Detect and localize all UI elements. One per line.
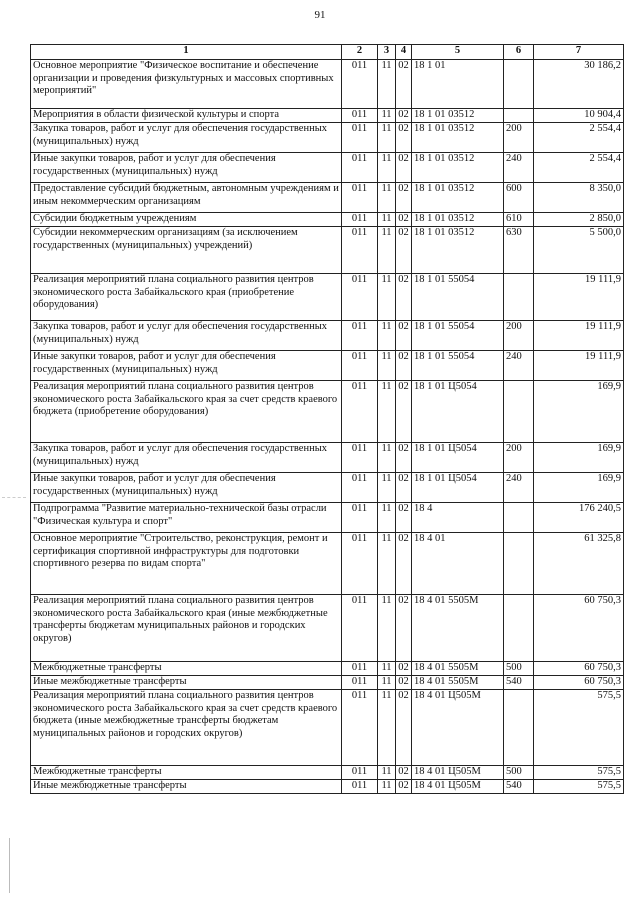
row-code-ministry: 011 xyxy=(342,473,378,503)
table-row xyxy=(31,690,624,766)
row-amount: 169,9 xyxy=(534,473,624,503)
row-code-ministry: 011 xyxy=(342,274,378,321)
row-code-subsection: 02 xyxy=(396,473,412,503)
row-description: Реализация мероприятий плана социального развития центров экономического роста Забайкальского края за счет средств краевого бюджета (приобретение оборудования) xyxy=(31,381,342,443)
table-row xyxy=(31,595,624,662)
column-header: 4 xyxy=(396,45,412,60)
row-code-subsection: 02 xyxy=(396,780,412,794)
row-code-ministry: 011 xyxy=(342,321,378,351)
table-row xyxy=(31,109,624,123)
row-expense-type: 200 xyxy=(504,321,534,351)
row-expense-type xyxy=(504,381,534,443)
row-code-section: 11 xyxy=(378,109,396,123)
row-amount: 61 325,8 xyxy=(534,533,624,595)
row-code-ministry: 011 xyxy=(342,60,378,109)
row-code-subsection: 02 xyxy=(396,676,412,690)
row-expense-type xyxy=(504,595,534,662)
row-target-article: 18 4 01 Ц505М xyxy=(412,780,504,794)
table-row xyxy=(31,183,624,213)
table-row xyxy=(31,676,624,690)
row-amount: 60 750,3 xyxy=(534,595,624,662)
row-code-section: 11 xyxy=(378,60,396,109)
row-code-section: 11 xyxy=(378,662,396,676)
row-code-subsection: 02 xyxy=(396,274,412,321)
row-code-ministry: 011 xyxy=(342,153,378,183)
row-code-ministry: 011 xyxy=(342,109,378,123)
row-code-ministry: 011 xyxy=(342,227,378,274)
row-amount: 60 750,3 xyxy=(534,662,624,676)
row-code-ministry: 011 xyxy=(342,123,378,153)
column-header: 6 xyxy=(504,45,534,60)
row-code-ministry: 011 xyxy=(342,533,378,595)
column-header: 3 xyxy=(378,45,396,60)
row-code-subsection: 02 xyxy=(396,443,412,473)
row-amount: 8 350,0 xyxy=(534,183,624,213)
row-description: Межбюджетные трансферты xyxy=(31,662,342,676)
row-expense-type: 600 xyxy=(504,183,534,213)
row-code-subsection: 02 xyxy=(396,595,412,662)
row-expense-type xyxy=(504,503,534,533)
row-target-article: 18 1 01 55054 xyxy=(412,274,504,321)
row-amount: 169,9 xyxy=(534,443,624,473)
row-code-subsection: 02 xyxy=(396,60,412,109)
row-expense-type: 540 xyxy=(504,780,534,794)
row-description: Субсидии бюджетным учреждениям xyxy=(31,213,342,227)
table-row xyxy=(31,123,624,153)
row-target-article: 18 4 01 xyxy=(412,533,504,595)
column-header: 7 xyxy=(534,45,624,60)
row-amount: 10 904,4 xyxy=(534,109,624,123)
row-amount: 60 750,3 xyxy=(534,676,624,690)
row-code-section: 11 xyxy=(378,274,396,321)
row-expense-type: 500 xyxy=(504,766,534,780)
row-code-subsection: 02 xyxy=(396,321,412,351)
margin-line xyxy=(9,838,10,893)
row-target-article: 18 1 01 55054 xyxy=(412,321,504,351)
row-expense-type: 200 xyxy=(504,443,534,473)
row-code-ministry: 011 xyxy=(342,662,378,676)
column-header: 5 xyxy=(412,45,504,60)
row-code-subsection: 02 xyxy=(396,662,412,676)
row-description: Иные закупки товаров, работ и услуг для обеспечения государственных (муниципальных) нужд xyxy=(31,473,342,503)
row-target-article: 18 1 01 03512 xyxy=(412,183,504,213)
row-code-ministry: 011 xyxy=(342,213,378,227)
row-code-ministry: 011 xyxy=(342,381,378,443)
row-code-section: 11 xyxy=(378,443,396,473)
row-expense-type: 500 xyxy=(504,662,534,676)
row-code-subsection: 02 xyxy=(396,503,412,533)
row-code-subsection: 02 xyxy=(396,381,412,443)
row-expense-type xyxy=(504,533,534,595)
row-description: Субсидии некоммерческим организациям (за исключением государственных (муниципальных) учреждений) xyxy=(31,227,342,274)
row-amount: 176 240,5 xyxy=(534,503,624,533)
row-target-article: 18 4 01 Ц505М xyxy=(412,690,504,766)
row-description: Иные закупки товаров, работ и услуг для обеспечения государственных (муниципальных) нужд xyxy=(31,153,342,183)
row-amount: 575,5 xyxy=(534,690,624,766)
row-code-ministry: 011 xyxy=(342,595,378,662)
row-target-article: 18 4 01 5505М xyxy=(412,595,504,662)
row-code-section: 11 xyxy=(378,351,396,381)
row-expense-type: 630 xyxy=(504,227,534,274)
row-target-article: 18 4 01 5505М xyxy=(412,662,504,676)
row-description: Закупка товаров, работ и услуг для обеспечения государственных (муниципальных) нужд xyxy=(31,321,342,351)
row-target-article: 18 4 01 Ц505М xyxy=(412,766,504,780)
table-row xyxy=(31,227,624,274)
row-expense-type: 200 xyxy=(504,123,534,153)
table-row xyxy=(31,766,624,780)
row-code-section: 11 xyxy=(378,690,396,766)
row-code-subsection: 02 xyxy=(396,183,412,213)
row-expense-type xyxy=(504,109,534,123)
table-row xyxy=(31,381,624,443)
row-expense-type: 610 xyxy=(504,213,534,227)
row-code-subsection: 02 xyxy=(396,766,412,780)
row-amount: 30 186,2 xyxy=(534,60,624,109)
row-description: Межбюджетные трансферты xyxy=(31,766,342,780)
row-description: Реализация мероприятий плана социального развития центров экономического роста Забайкальского края за счет средств краевого бюджета (иные межбюджетные трансферты бюджетам муниципальных районов и городских округов) xyxy=(31,690,342,766)
row-code-subsection: 02 xyxy=(396,351,412,381)
table-row xyxy=(31,321,624,351)
table-row xyxy=(31,473,624,503)
table-row xyxy=(31,443,624,473)
row-description: Подпрограмма "Развитие материально-технической базы отрасли "Физическая культура и спорт" xyxy=(31,503,342,533)
table-row xyxy=(31,60,624,109)
row-code-subsection: 02 xyxy=(396,533,412,595)
row-expense-type: 240 xyxy=(504,351,534,381)
row-target-article: 18 4 xyxy=(412,503,504,533)
row-amount: 575,5 xyxy=(534,766,624,780)
row-code-section: 11 xyxy=(378,595,396,662)
row-description: Иные закупки товаров, работ и услуг для обеспечения государственных (муниципальных) нужд xyxy=(31,351,342,381)
row-code-section: 11 xyxy=(378,321,396,351)
row-amount: 19 111,9 xyxy=(534,274,624,321)
row-target-article: 18 1 01 03512 xyxy=(412,213,504,227)
table-row xyxy=(31,351,624,381)
budget-table xyxy=(30,44,624,794)
row-amount: 169,9 xyxy=(534,381,624,443)
row-amount: 5 500,0 xyxy=(534,227,624,274)
row-code-subsection: 02 xyxy=(396,123,412,153)
row-expense-type xyxy=(504,690,534,766)
row-code-ministry: 011 xyxy=(342,690,378,766)
row-code-ministry: 011 xyxy=(342,503,378,533)
row-expense-type: 540 xyxy=(504,676,534,690)
row-code-section: 11 xyxy=(378,183,396,213)
row-target-article: 18 1 01 55054 xyxy=(412,351,504,381)
row-amount: 2 850,0 xyxy=(534,213,624,227)
margin-dash xyxy=(2,497,26,499)
row-amount: 575,5 xyxy=(534,780,624,794)
row-target-article: 18 1 01 Ц5054 xyxy=(412,473,504,503)
row-amount: 2 554,4 xyxy=(534,153,624,183)
row-description: Закупка товаров, работ и услуг для обеспечения государственных (муниципальных) нужд xyxy=(31,123,342,153)
table-row xyxy=(31,503,624,533)
row-code-section: 11 xyxy=(378,381,396,443)
row-target-article: 18 1 01 xyxy=(412,60,504,109)
row-code-ministry: 011 xyxy=(342,351,378,381)
row-code-ministry: 011 xyxy=(342,676,378,690)
row-code-ministry: 011 xyxy=(342,780,378,794)
row-expense-type: 240 xyxy=(504,473,534,503)
table-row xyxy=(31,153,624,183)
row-code-section: 11 xyxy=(378,227,396,274)
column-header: 1 xyxy=(31,45,342,60)
table-row xyxy=(31,533,624,595)
row-description: Мероприятия в области физической культуры и спорта xyxy=(31,109,342,123)
row-code-subsection: 02 xyxy=(396,109,412,123)
row-expense-type xyxy=(504,274,534,321)
row-code-section: 11 xyxy=(378,676,396,690)
table-row xyxy=(31,213,624,227)
row-code-section: 11 xyxy=(378,766,396,780)
row-code-section: 11 xyxy=(378,153,396,183)
row-target-article: 18 4 01 5505М xyxy=(412,676,504,690)
row-code-section: 11 xyxy=(378,213,396,227)
row-code-subsection: 02 xyxy=(396,213,412,227)
row-code-section: 11 xyxy=(378,780,396,794)
row-description: Основное мероприятие "Строительство, реконструкция, ремонт и сертификация спортивной инфраструктуры для подготовки спортивного резерва по видам спорта" xyxy=(31,533,342,595)
row-description: Реализация мероприятий плана социального развития центров экономического роста Забайкальского края (приобретение оборудования) xyxy=(31,274,342,321)
row-code-section: 11 xyxy=(378,123,396,153)
row-code-ministry: 011 xyxy=(342,183,378,213)
row-target-article: 18 1 01 03512 xyxy=(412,153,504,183)
row-code-ministry: 011 xyxy=(342,766,378,780)
row-description: Иные межбюджетные трансферты xyxy=(31,780,342,794)
table-header-row xyxy=(31,45,624,60)
page-number: 91 xyxy=(314,9,326,21)
row-expense-type: 240 xyxy=(504,153,534,183)
row-target-article: 18 1 01 Ц5054 xyxy=(412,381,504,443)
row-target-article: 18 1 01 03512 xyxy=(412,123,504,153)
row-description: Основное мероприятие "Физическое воспитание и обеспечение организации и проведения физкультурных и массовых спортивных мероприятий" xyxy=(31,60,342,109)
row-description: Реализация мероприятий плана социального развития центров экономического роста Забайкальского края (иные межбюджетные трансферты бюджетам муниципальных районов и городских округов) xyxy=(31,595,342,662)
row-description: Предоставление субсидий бюджетным, автономным учреждениям и иным некоммерческим организациям xyxy=(31,183,342,213)
row-code-subsection: 02 xyxy=(396,153,412,183)
row-code-ministry: 011 xyxy=(342,443,378,473)
table-row xyxy=(31,274,624,321)
row-code-section: 11 xyxy=(378,473,396,503)
row-expense-type xyxy=(504,60,534,109)
row-amount: 19 111,9 xyxy=(534,351,624,381)
row-amount: 19 111,9 xyxy=(534,321,624,351)
column-header: 2 xyxy=(342,45,378,60)
row-code-section: 11 xyxy=(378,533,396,595)
row-target-article: 18 1 01 Ц5054 xyxy=(412,443,504,473)
row-code-subsection: 02 xyxy=(396,690,412,766)
row-code-subsection: 02 xyxy=(396,227,412,274)
row-amount: 2 554,4 xyxy=(534,123,624,153)
table-row xyxy=(31,780,624,794)
table-row xyxy=(31,662,624,676)
row-description: Закупка товаров, работ и услуг для обеспечения государственных (муниципальных) нужд xyxy=(31,443,342,473)
row-target-article: 18 1 01 03512 xyxy=(412,227,504,274)
row-target-article: 18 1 01 03512 xyxy=(412,109,504,123)
row-code-section: 11 xyxy=(378,503,396,533)
row-description: Иные межбюджетные трансферты xyxy=(31,676,342,690)
